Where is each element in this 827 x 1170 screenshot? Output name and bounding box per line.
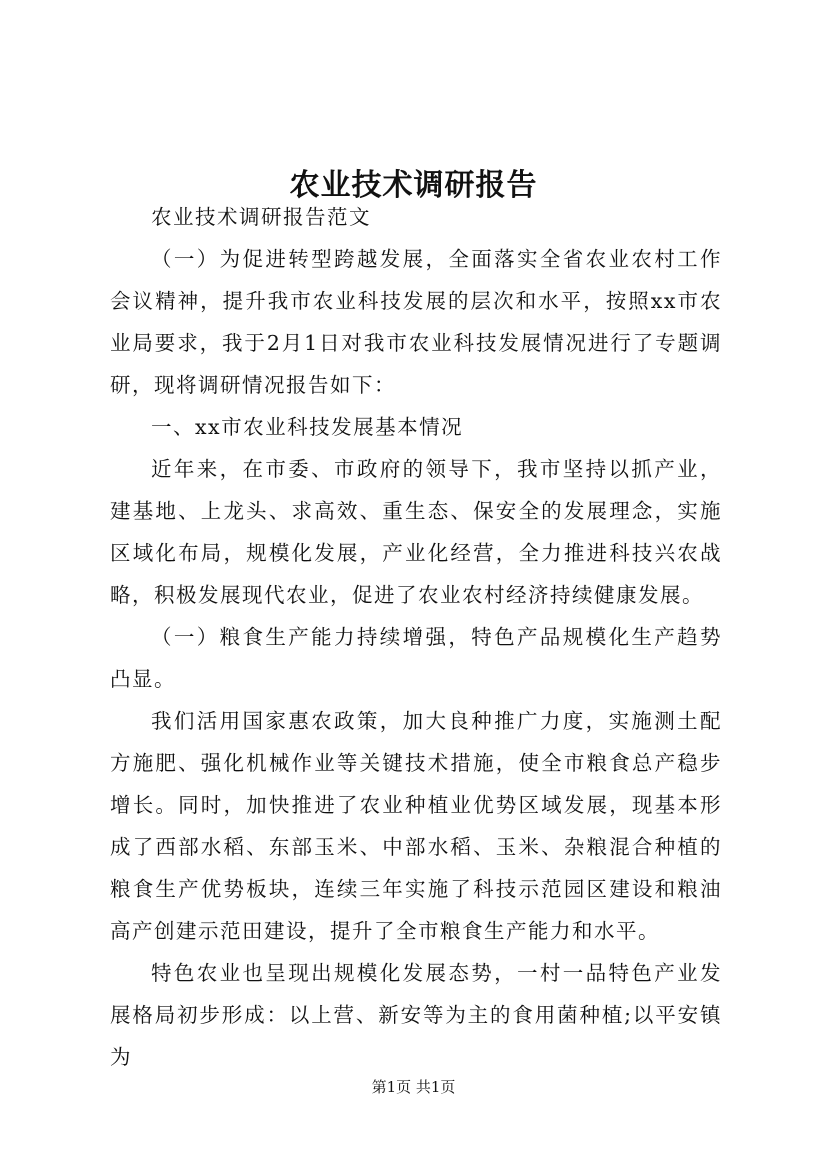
document-body xyxy=(110,196,722,1078)
subsection-heading: （一）粮食生产能力持续增强，特色产品规模化生产趋势凸显。 xyxy=(110,625,722,691)
paragraph-specialty: 特色农业也呈现出规模化发展态势，一村一品特色产业发展格局初步形成：以上营、新安等为主的食用菌种植;以平安镇为 xyxy=(110,961,722,1069)
paragraph-overview: 近年来，在市委、市政府的领导下，我市坚持以抓产业，建基地、上龙头、求高效、重生态、保安全的发展理念，实施区域化布局，规模化发展，产业化经营，全力推进科技兴农战略，积极发展现代农业，促进了农业农村经济持续健康发展。 xyxy=(110,457,722,607)
paragraph-intro: （一）为促进转型跨越发展，全面落实全省农业农村工作会议精神，提升我市农业科技发展的层次和水平，按照xx市农业局要求，我于2月1日对我市农业科技发展情况进行了专题调研，现将调研情况报告如下： xyxy=(110,247,722,397)
page-footer: 第1页 共1页 xyxy=(371,1078,456,1096)
document-title: 农业技术调研报告 xyxy=(289,168,538,204)
paragraph-subtitle: 农业技术调研报告范文 xyxy=(151,205,371,229)
paragraph-grain: 我们活用国家惠农政策，加大良种推广力度，实施测土配方施肥、强化机械作业等关键技术措施，使全市粮食总产稳步增长。同时，加快推进了农业种植业优势区域发展，现基本形成了西部水稻、东部玉米、中部水稻、玉米、杂粮混合种植的粮食生产优势板块，连续三年实施了科技示范园区建设和粮油高产创建示范田建设，提升了全市粮食生产能力和水平。 xyxy=(110,709,722,943)
section-heading: 一、xx市农业科技发展基本情况 xyxy=(151,415,464,439)
